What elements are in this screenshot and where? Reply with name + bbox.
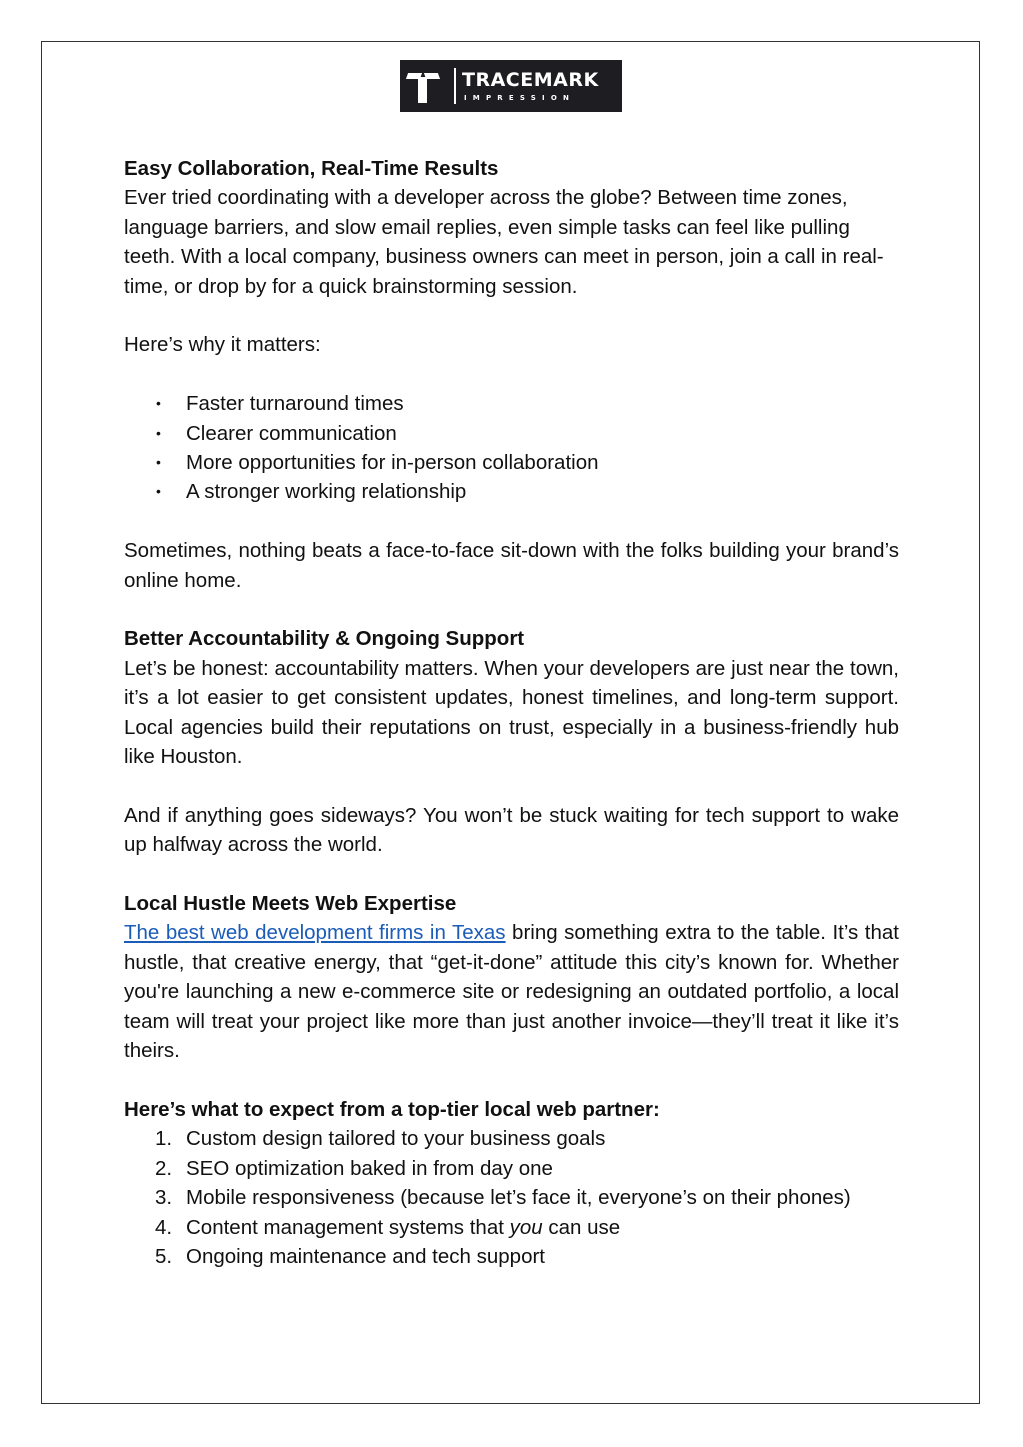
paragraph-face-to-face: Sometimes, nothing beats a face-to-face sit-down with the folks building your brand’s online home. [124, 539, 899, 592]
bullet-list [124, 389, 899, 507]
list-item: • Clearer communication [124, 419, 899, 448]
list-item: 5. Ongoing maintenance and tech support [124, 1242, 899, 1271]
list-item: 4. Content management systems that you can use [124, 1213, 899, 1242]
logo-subtitle: IMPRESSION [464, 93, 576, 102]
bullet-icon: • [156, 424, 161, 441]
list-item: 1. Custom design tailored to your business goals [124, 1124, 899, 1153]
bullet-icon: • [156, 395, 161, 412]
list-item: • A stronger working relationship [124, 477, 899, 506]
list-item: • Faster turnaround times [124, 389, 899, 418]
web-development-firms-link[interactable]: The best web development firms in Texas [124, 921, 506, 945]
paragraph-why-it-matters: Here’s why it matters: [124, 333, 321, 357]
bullet-icon: • [156, 483, 161, 500]
section-heading-accountability: Better Accountability & Ongoing Support [124, 627, 525, 651]
tracemark-t-logo-icon [400, 60, 452, 112]
list-item: 2. SEO optimization baked in from day one [124, 1154, 899, 1183]
list-number: 4. [155, 1215, 173, 1239]
logo-text [462, 68, 599, 102]
document-body [124, 154, 899, 1271]
section-heading-expectations: Here’s what to expect from a top-tier local web partner: [124, 1097, 660, 1121]
section-heading-collaboration: Easy Collaboration, Real-Time Results [124, 157, 499, 180]
paragraph-local-hustle-text: bring something extra to the table. It’s that hustle, that creative energy, that “get-it-done” attitude this city’s known for. Whether you're launching a new e-commerce site or redesigning an outdated portfolio, a local team will treat your project like more than just another invoice—they’ll treat it like it’s theirs. [124, 921, 899, 1063]
paragraph-collaboration: Ever tried coordinating with a developer across the globe? Between time zones, language barriers, and slow email replies, even simple tasks can feel like pulling teeth. With a local company, business owners can meet in person, join a call in real-time, or drop by for a quick brainstorming session. [124, 186, 884, 298]
paragraph-local-hustle [124, 918, 899, 1065]
list-number: 2. [155, 1156, 173, 1180]
list-item: • More opportunities for in-person collaboration [124, 448, 899, 477]
list-number: 5. [155, 1244, 173, 1268]
numbered-list [124, 1124, 899, 1271]
list-number: 1. [155, 1127, 173, 1151]
logo-divider [454, 68, 456, 104]
logo-title: TRACEMARK [462, 68, 599, 91]
tracemark-logo [400, 60, 622, 112]
paragraph-accountability: Let’s be honest: accountability matters. When your developers are just near the town, it’s a lot easier to get consistent updates, honest timelines, and long-term support. Local agencies build their reputations on trust, especially in a business-friendly hub like Houston. [124, 656, 899, 769]
paragraph-sideways: And if anything goes sideways? You won’t be stuck waiting for tech support to wake up halfway across the world. [124, 803, 899, 857]
list-item: 3. Mobile responsiveness (because let’s face it, everyone’s on their phones) [124, 1183, 899, 1212]
bullet-icon: • [156, 454, 161, 471]
section-heading-local-hustle: Local Hustle Meets Web Expertise [124, 892, 457, 916]
list-number: 3. [155, 1186, 173, 1210]
